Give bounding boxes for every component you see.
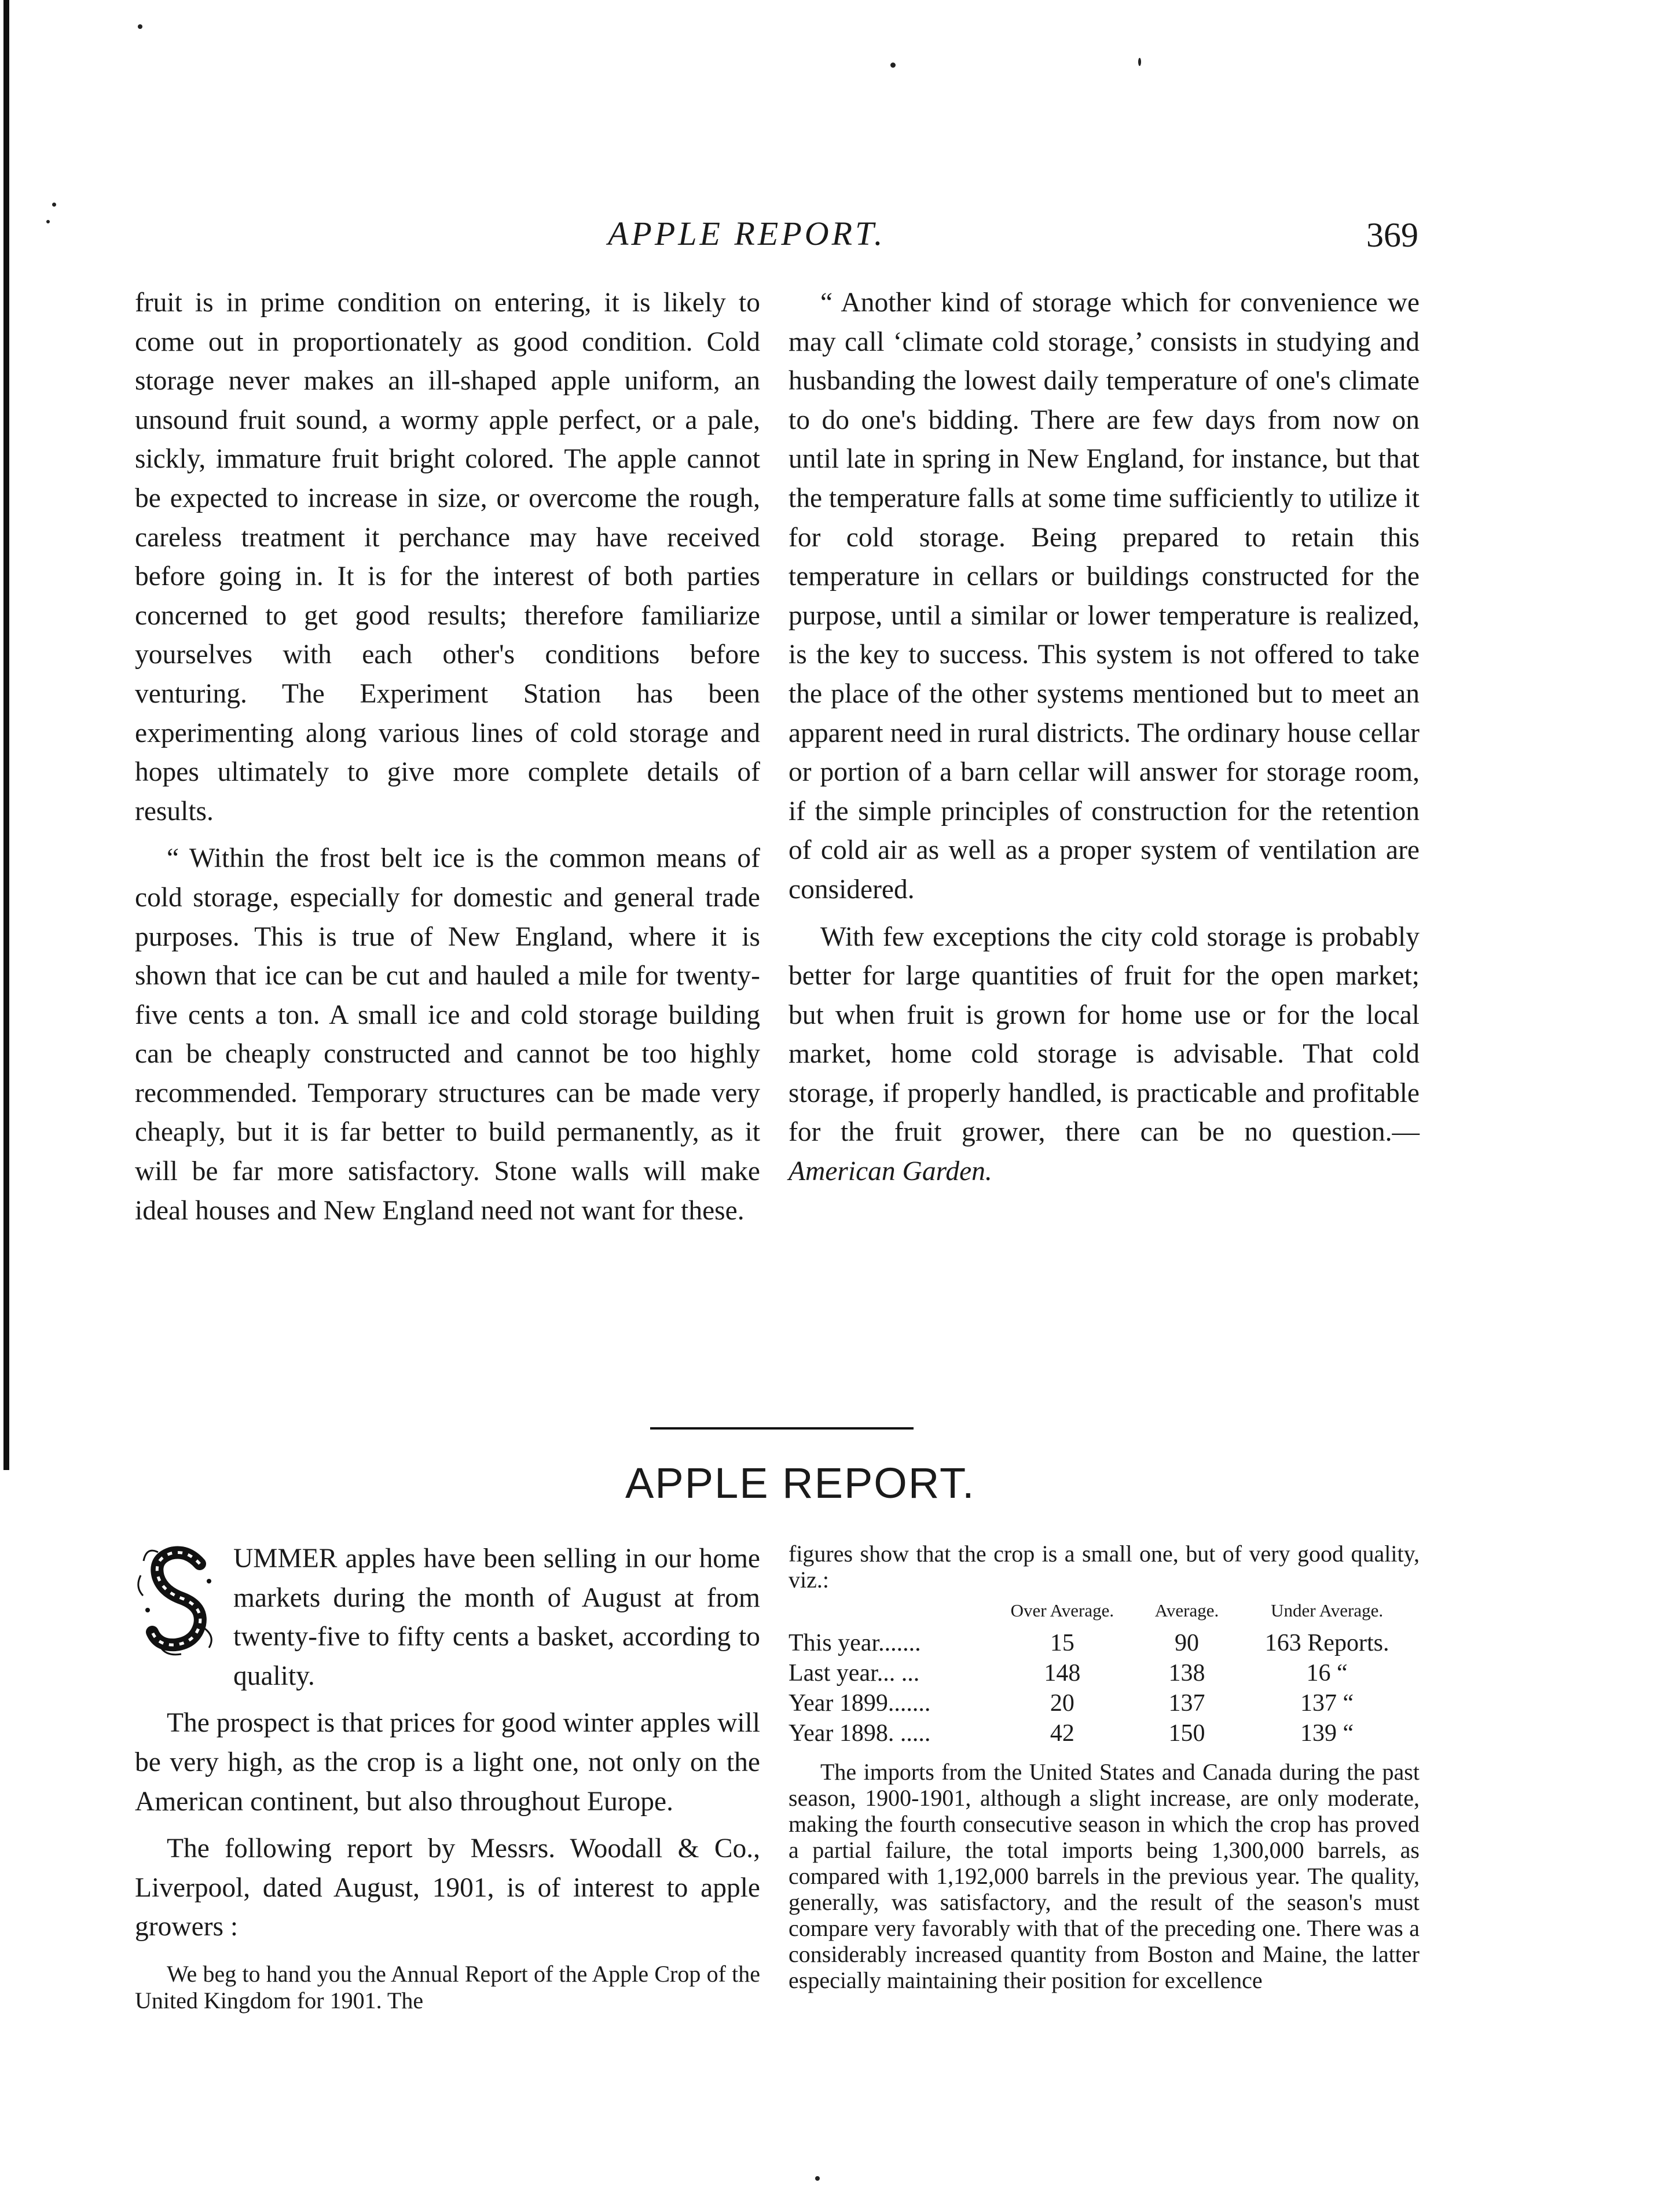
paragraph: “ Within the frost belt ice is the common means of cold storage, especially for domestic and general trade purposes. This is true of New England, where it is shown that ice can be cut and hauled a mile for twenty-five cents a ton. A small ice and cold storage building can be cheaply constructed and cannot be too highly recommended. Temporary structures can be made very cheaply, but it is far better to build permanently, as it will be far more satisfactory. Stone walls will make ideal houses and New England need not want for these. bbox=[135, 843, 760, 1226]
paragraph: figures show that the crop is a small one, but of very good quality, viz.: bbox=[789, 1541, 1420, 1593]
page-number: 369 bbox=[1366, 216, 1418, 254]
table-header: Under Average. bbox=[1271, 1600, 1384, 1621]
over-average-cell: 15 bbox=[1050, 1630, 1074, 1656]
ink-speck bbox=[890, 63, 896, 68]
apple-crop-table bbox=[789, 1597, 1420, 1748]
running-head: APPLE REPORT. bbox=[608, 215, 886, 252]
under-average-cell: 137 “ bbox=[1300, 1690, 1354, 1717]
row-label: Last year... ... bbox=[789, 1660, 920, 1686]
paragraph: The prospect is that prices for good winter apples will be very high, as the crop is a light one, not only on the American continent, but also throughout Europe. bbox=[135, 1708, 760, 1817]
row-label: This year....... bbox=[789, 1630, 921, 1656]
left-column-top bbox=[135, 284, 760, 1230]
under-average-cell: 163 Reports. bbox=[1264, 1630, 1389, 1656]
table-header: Over Average. bbox=[1010, 1600, 1114, 1621]
table-row bbox=[789, 1658, 1420, 1688]
over-average-cell: 148 bbox=[1044, 1660, 1081, 1686]
paragraph: We beg to hand you the Annual Report of the Apple Crop of the United Kingdom for 1901. The bbox=[135, 1960, 760, 2013]
table-header-blank bbox=[789, 1597, 985, 1628]
paragraph: “ Another kind of storage which for convenience we may call ‘climate cold storage,’ consists in studying and husbanding the lowest daily temperature of one's climate to do one's bidding. There are few days from now on until late in spring in New England, for instance, but that the temperature falls at some time sufficiently to utilize it for cold storage. Being prepared to retain this temperature in cellars or buildings constructed for the purpose, until a similar or lower temperature is realized, is the key to success. This system is not offered to take the place of the other systems mentioned but to meet an apparent need in rural districts. The ordinary house cellar or portion of a barn cellar will answer for storage room, if the simple principles of construction for the retention of cold air as well as a proper system of ventilation are considered. bbox=[789, 288, 1420, 905]
section-title: APPLE REPORT. bbox=[625, 1459, 975, 1507]
page-edge bbox=[3, 0, 9, 1470]
under-average-cell: 139 “ bbox=[1300, 1720, 1354, 1747]
ink-speck bbox=[52, 203, 56, 207]
paragraph-text: UMMER apples have been selling in our home markets during the month of August at from twenty-five to fifty cents a basket, according to quality. bbox=[233, 1544, 760, 1691]
paragraph bbox=[789, 918, 1420, 1192]
row-label: Year 1898. ..... bbox=[789, 1720, 931, 1747]
source-citation: American Garden. bbox=[789, 1156, 992, 1187]
paragraph: The imports from the United States and Canada during the past season, 1900-1901, although a slight increase, are only moderate, making the fourth consecutive season in which the crop has proved a partial failure, the total imports being 1,300,000 barrels, as compared with 1,192,000 barrels in the previous year. The quality, generally, was satisfactory, and the result of the season's must compare very favorably with that of the preceding one. There was a considerably increased quantity from Boston and Maine, the latter especially maintaining their position for excellence bbox=[789, 1759, 1420, 1993]
table-row bbox=[789, 1688, 1420, 1718]
average-cell: 138 bbox=[1168, 1660, 1205, 1686]
left-column-bottom bbox=[135, 1539, 760, 2014]
average-cell: 150 bbox=[1168, 1720, 1205, 1747]
right-column-bottom bbox=[789, 1541, 1420, 1993]
table-header: Average. bbox=[1154, 1600, 1219, 1621]
right-column-top bbox=[789, 284, 1420, 1192]
ornamental-s-dropcap-icon bbox=[135, 1541, 222, 1659]
ink-speck bbox=[815, 2176, 820, 2181]
paragraph-text: With few exceptions the city cold storage is probably better for large quantities of fruit for the open market; but when fruit is grown for home use or for the local market, home cold storage is advisable. That cold storage, if properly handled, is practicable and profitable for the fruit grower, there can be no question.— bbox=[789, 921, 1420, 1148]
row-label: Year 1899....... bbox=[789, 1690, 931, 1717]
under-average-cell: 16 “ bbox=[1306, 1660, 1348, 1686]
over-average-cell: 20 bbox=[1050, 1690, 1074, 1717]
ink-speck bbox=[46, 220, 50, 223]
average-cell: 137 bbox=[1168, 1690, 1205, 1717]
average-cell: 90 bbox=[1175, 1630, 1200, 1656]
section-divider bbox=[650, 1427, 914, 1430]
ink-speck bbox=[1138, 58, 1141, 66]
paragraph: The following report by Messrs. Woodall & Co., Liverpool, dated August, 1901, is of interest to apple growers : bbox=[135, 1833, 760, 1942]
ink-speck bbox=[138, 24, 142, 29]
table-row bbox=[789, 1718, 1420, 1748]
paragraph bbox=[135, 1539, 760, 1696]
over-average-cell: 42 bbox=[1050, 1720, 1074, 1747]
paragraph: fruit is in prime condition on entering, it is likely to come out in proportionately as good condition. Cold storage never makes an ill-shaped apple uniform, an unsound fruit sound, a wormy apple perfect, or a pale, sickly, immature fruit bright colored. The apple cannot be expected to increase in size, or overcome the rough, careless treatment it perchance may have received before going in. It is for the interest of both parties concerned to get good results; therefore familiarize yourselves with each other's conditions before venturing. The Experiment Station has been experimenting along various lines of cold storage and hopes ultimately to give more complete details of results. bbox=[135, 288, 760, 826]
table-row bbox=[789, 1628, 1420, 1658]
